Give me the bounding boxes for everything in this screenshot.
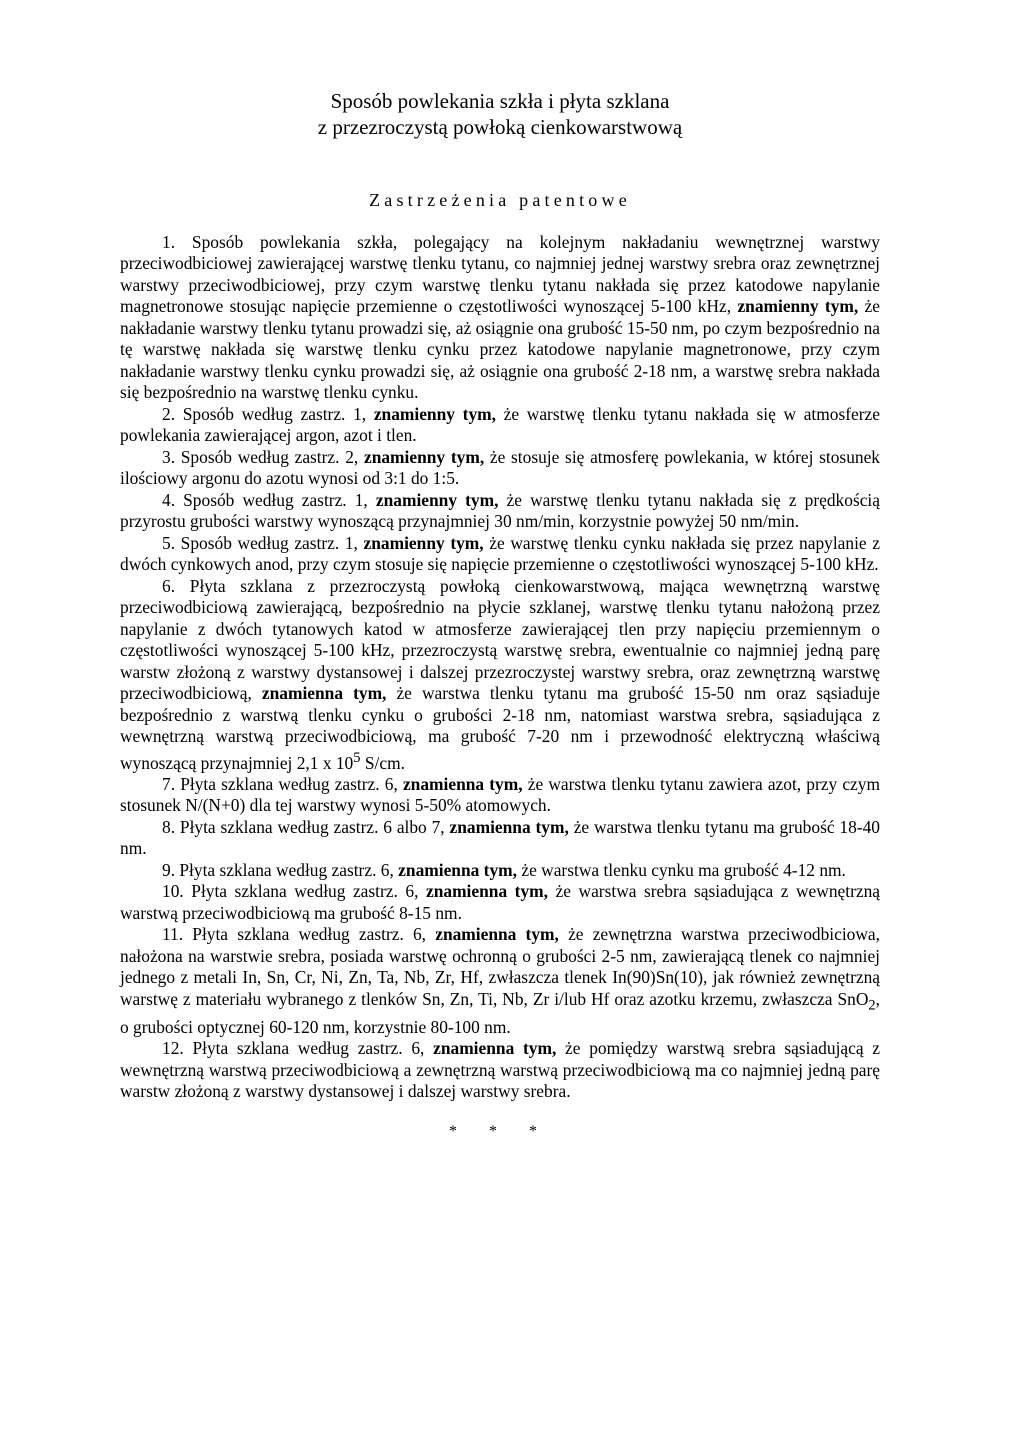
claim-4: 4. Sposób według zastrz. 1, znamienny tym, że warstwę tlenku tytanu nakłada się z prędkością przyrostu grubości warstwy wynoszącą przynajmniej 30 nm/min, korzystnie powyżej 50 nm/min. (120, 489, 880, 531)
claim-10: 10. Płyta szklana według zastrz. 6, znamienna tym, że warstwa srebra sąsiadująca z wewnętrzną warstwą przeciwodbiciową ma grubość 8-15 nm. (120, 881, 880, 923)
claim-6: 6. Płyta szklana z przezroczystą powłoką cienkowarstwową, mająca wewnętrzną warstwę przeciwodbiciową zawierającą, bezpośrednio na płycie szklanej, warstwę tlenku tytanu nałożoną przez napylanie z dwóch tytanowych katod w atmosferze zawierającej tlen przy napięciu przemiennym o częstotliwości wynoszącej 5-100 kHz, przezroczystą warstwę srebra, ewentualnie co najmniej jedną parę warstw złożoną z warstwy dystansowej i dalszej przezroczystej warstwy srebra, oraz zewnętrzną warstwę przeciwodbiciową, znamienna tym, że warstwa tlenku tytanu ma grubość 15-50 nm oraz sąsiaduje bezpośrednio z warstwą tlenku cynku o grubości 2-18 nm, natomiast warstwa srebra, sąsiadująca z wewnętrzną warstwą przeciwodbiciową, ma grubość 7-20 nm i przewodność elektryczną właściwą wynoszącą przynajmniej 2,1 x $10^5$ S/cm. (120, 575, 880, 773)
document-page (120, 88, 880, 1142)
claim-5: 5. Sposób według zastrz. 1, znamienny tym, że warstwę tlenku cynku nakłada się przez napylanie z dwóch cynkowych anod, przy czym stosuje się napięcie przemienne o częstotliwości wynoszącej 5-100 kHz. (120, 532, 880, 574)
claim-11: 11. Płyta szklana według zastrz. 6, znamienna tym, że zewnętrzna warstwa przeciwodbiciowa, nałożona na warstwie srebra, posiada warstwę ochronną o grubości 2-5 nm, zawierającą tlenek co najmniej jednego z metali In, Sn, Cr, Ni, Zn, Ta, Nb, Zr, Hf, zwłaszcza tlenek In(90)Sn(10), jak również zewnętrzną warstwę z materiału wybranego z tlenków Sn, Zn, Ti, Nb, Zr i/lub Hf oraz azotku krzemu, zwłaszcza SnO$_2$, o grubości optycznej 60-120 nm, korzystnie 80-100 nm. (120, 924, 880, 1037)
claims-list (120, 232, 880, 1103)
end-mark: * * * (449, 1122, 551, 1140)
section-heading: Zastrzeżenia patentowe (369, 190, 631, 210)
claim-8: 8. Płyta szklana według zastrz. 6 albo 7, znamienna tym, że warstwa tlenku tytanu ma grubość 18-40 nm. (120, 816, 880, 859)
title-line-2: z przezroczystą powłoką cienkowarstwową (317, 115, 683, 139)
claim-3: 3. Sposób według zastrz. 2, znamienny tym, że stosuje się atmosferę powlekania, w której stosunek ilościowy argonu do azotu wynosi od 3:1 do 1:5. (120, 446, 880, 488)
claim-1: 1. Sposób powlekania szkła, polegający na kolejnym nakładaniu wewnętrznej warstwy przeciwodbiciowej zawierającej warstwę tlenku tytanu, co najmniej jednej warstwy srebra oraz zewnętrznej warstwy przeciwodbiciowej, przy czym warstwę tlenku tytanu nakłada się przez katodowe napylanie magnetronowe stosując napięcie przemienne o częstotliwości wynoszącej 5-100 kHz, znamienny tym, że nakładanie warstwy tlenku tytanu prowadzi się, aż osiągnie ona grubość 15-50 nm, po czym bezpośrednio na tę warstwę nakłada się warstwę tlenku cynku przez katodowe napylanie magnetronowe, przy czym nakładanie warstwy tlenku cynku prowadzi się, aż osiągnie ona grubość 2-18 nm, a warstwę srebra nakłada się bezpośrednio na warstwę tlenku cynku. (120, 231, 880, 402)
claim-12: 12. Płyta szklana według zastrz. 6, znamienna tym, że pomiędzy warstwą srebra sąsiadującą z wewnętrzną warstwą przeciwodbiciową a zewnętrzną warstwą przeciwodbiciową ma co najmniej jedną parę warstw złożoną z warstwy dystansowej i dalszej warstwy srebra. (120, 1038, 881, 1102)
title-line-1: Sposób powlekania szkła i płyta szklana (330, 89, 670, 113)
claim-2: 2. Sposób według zastrz. 1, znamienny tym, że warstwę tlenku tytanu nakłada się w atmosferze powlekania zawierającej argon, azot i tlen. (120, 403, 880, 445)
claim-9: 9. Płyta szklana według zastrz. 6, znamienna tym, że warstwa tlenku cynku ma grubość 4-12 nm. (162, 859, 846, 880)
claim-7: 7. Płyta szklana według zastrz. 6, znamienna tym, że warstwa tlenku tytanu zawiera azot, przy czym stosunek N/(N+0) dla tej warstwy wynosi 5-50% atomowych. (120, 773, 880, 816)
